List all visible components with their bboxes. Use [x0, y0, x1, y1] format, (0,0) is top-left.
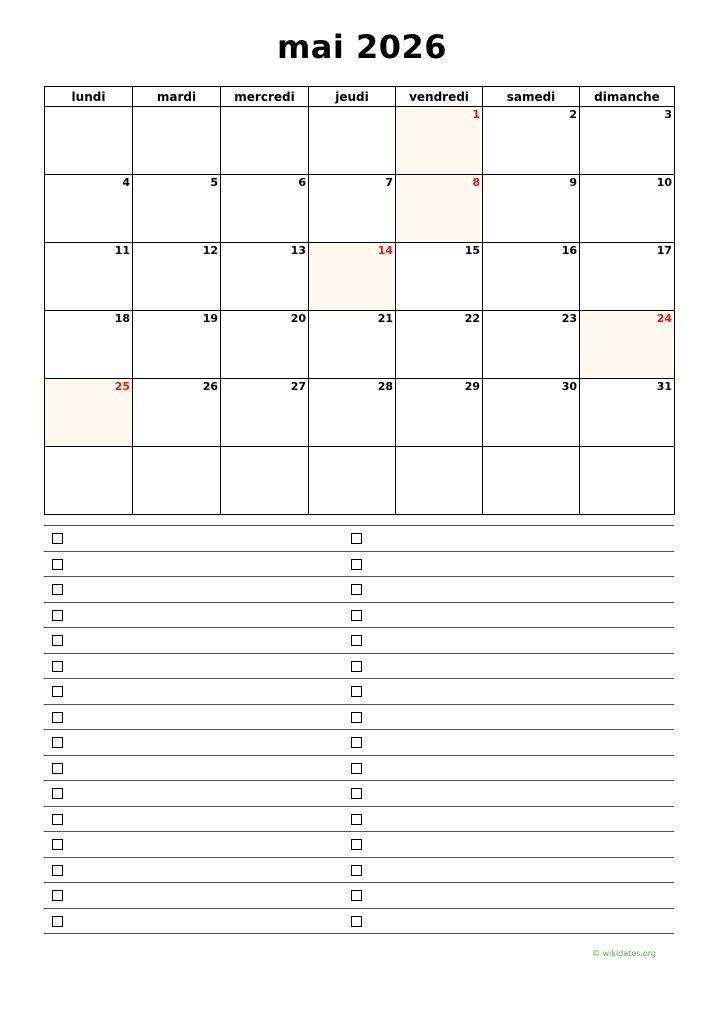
calendar-day-cell[interactable]	[133, 379, 221, 447]
checklist-row	[44, 628, 674, 654]
day-number: 30	[561, 380, 577, 393]
calendar-day-cell[interactable]	[221, 175, 309, 243]
checklist-row	[44, 756, 674, 782]
calendar-day-cell[interactable]	[396, 447, 483, 515]
checkbox-icon[interactable]	[52, 865, 63, 876]
calendar-day-cell[interactable]	[309, 311, 396, 379]
day-number: 16	[561, 244, 577, 257]
holiday-day-number: 1	[472, 108, 480, 121]
day-number	[133, 447, 220, 448]
calendar-day-cell[interactable]	[483, 379, 580, 447]
day-number: 21	[377, 312, 393, 325]
calendar-day-cell[interactable]	[580, 311, 675, 379]
calendar-week-row	[45, 447, 675, 515]
calendar-day-cell[interactable]	[133, 447, 221, 515]
day-number	[221, 107, 308, 108]
calendar-week-row	[45, 243, 675, 311]
calendar-day-cell[interactable]	[580, 447, 675, 515]
holiday-day-number: 14	[377, 244, 393, 257]
day-number	[309, 447, 395, 448]
checkbox-icon[interactable]	[52, 737, 63, 748]
checklist-row	[44, 909, 674, 935]
checklist-row	[44, 883, 674, 909]
weekday-header: dimanche	[580, 87, 675, 107]
calendar-day-cell[interactable]	[133, 107, 221, 175]
day-number: 20	[290, 312, 306, 325]
calendar-day-cell[interactable]	[45, 175, 133, 243]
day-number: 11	[114, 244, 130, 257]
checkbox-icon[interactable]	[351, 635, 362, 646]
checkbox-icon[interactable]	[351, 839, 362, 850]
day-number: 2	[569, 108, 577, 121]
calendar-day-cell[interactable]	[580, 379, 675, 447]
weekday-header: jeudi	[309, 87, 396, 107]
day-number: 31	[656, 380, 672, 393]
calendar-day-cell[interactable]	[580, 107, 675, 175]
weekday-header: mardi	[133, 87, 221, 107]
checkbox-icon[interactable]	[52, 661, 63, 672]
checkbox-icon[interactable]	[52, 610, 63, 621]
checkbox-icon[interactable]	[351, 890, 362, 901]
calendar-day-cell[interactable]	[483, 175, 580, 243]
calendar-day-cell[interactable]	[45, 379, 133, 447]
checklist-row	[44, 526, 674, 552]
checkbox-icon[interactable]	[52, 916, 63, 927]
holiday-day-number: 8	[472, 176, 480, 189]
checkbox-icon[interactable]	[351, 610, 362, 621]
day-number: 15	[464, 244, 480, 257]
checklist-row	[44, 730, 674, 756]
calendar-day-cell[interactable]	[133, 243, 221, 311]
calendar-week-row	[45, 379, 675, 447]
checkbox-icon[interactable]	[52, 584, 63, 595]
checkbox-icon[interactable]	[52, 686, 63, 697]
day-number: 10	[656, 176, 672, 189]
checkbox-icon[interactable]	[351, 814, 362, 825]
weekday-header-row	[45, 87, 675, 107]
calendar-day-cell[interactable]	[580, 175, 675, 243]
checkbox-icon[interactable]	[52, 763, 63, 774]
day-number: 26	[202, 380, 218, 393]
checkbox-icon[interactable]	[351, 865, 362, 876]
holiday-day-number: 24	[656, 312, 672, 325]
weekday-header: samedi	[483, 87, 580, 107]
calendar-day-cell[interactable]	[221, 379, 309, 447]
checkbox-icon[interactable]	[52, 559, 63, 570]
calendar-week-row	[45, 107, 675, 175]
day-number: 3	[664, 108, 672, 121]
day-number: 17	[656, 244, 672, 257]
day-number: 4	[122, 176, 130, 189]
calendar-day-cell[interactable]	[396, 243, 483, 311]
day-number: 6	[298, 176, 306, 189]
day-number	[580, 447, 674, 448]
calendar-day-cell[interactable]	[221, 107, 309, 175]
calendar-day-cell[interactable]	[45, 447, 133, 515]
weekday-header: mercredi	[221, 87, 309, 107]
checklist	[44, 525, 674, 934]
calendar-day-cell[interactable]	[221, 447, 309, 515]
day-number	[45, 107, 132, 108]
checklist-row	[44, 858, 674, 884]
calendar-day-cell[interactable]	[483, 243, 580, 311]
checkbox-icon[interactable]	[351, 533, 362, 544]
day-number: 12	[202, 244, 218, 257]
checklist-row	[44, 832, 674, 858]
calendar-day-cell[interactable]	[309, 379, 396, 447]
checkbox-icon[interactable]	[52, 635, 63, 646]
calendar-week-row	[45, 311, 675, 379]
checkbox-icon[interactable]	[351, 916, 362, 927]
day-number: 27	[290, 380, 306, 393]
day-number	[45, 447, 132, 448]
calendar-week-row	[45, 175, 675, 243]
day-number	[396, 447, 482, 448]
checklist-row	[44, 654, 674, 680]
calendar-grid	[44, 86, 675, 515]
day-number	[483, 447, 579, 448]
day-number: 7	[385, 176, 393, 189]
calendar-day-cell[interactable]	[396, 107, 483, 175]
page-title: mai 2026	[276, 28, 448, 66]
checkbox-icon[interactable]	[52, 814, 63, 825]
calendar-day-cell[interactable]	[309, 107, 396, 175]
calendar-day-cell[interactable]	[309, 243, 396, 311]
calendar-day-cell[interactable]	[133, 175, 221, 243]
checkbox-icon[interactable]	[52, 533, 63, 544]
checklist-row	[44, 705, 674, 731]
checkbox-icon[interactable]	[351, 559, 362, 570]
calendar-day-cell[interactable]	[309, 175, 396, 243]
calendar-day-cell[interactable]	[133, 311, 221, 379]
calendar-day-cell[interactable]	[396, 175, 483, 243]
checkbox-icon[interactable]	[52, 712, 63, 723]
calendar-day-cell[interactable]	[309, 447, 396, 515]
day-number: 29	[464, 380, 480, 393]
day-number: 9	[569, 176, 577, 189]
calendar-day-cell[interactable]	[396, 379, 483, 447]
day-number: 5	[210, 176, 218, 189]
checkbox-icon[interactable]	[351, 763, 362, 774]
checklist-row	[44, 577, 674, 603]
calendar-day-cell[interactable]	[45, 311, 133, 379]
calendar-day-cell[interactable]	[483, 311, 580, 379]
calendar-day-cell[interactable]	[45, 107, 133, 175]
checkbox-icon[interactable]	[351, 686, 362, 697]
checkbox-icon[interactable]	[52, 839, 63, 850]
checkbox-icon[interactable]	[52, 890, 63, 901]
calendar-day-cell[interactable]	[221, 311, 309, 379]
checkbox-icon[interactable]	[351, 788, 362, 799]
holiday-day-number: 25	[114, 380, 130, 393]
day-number	[133, 107, 220, 108]
calendar-day-cell[interactable]	[221, 243, 309, 311]
checkbox-icon[interactable]	[52, 788, 63, 799]
day-number: 22	[464, 312, 480, 325]
checkbox-icon[interactable]	[351, 661, 362, 672]
day-number: 23	[561, 312, 577, 325]
weekday-header: lundi	[45, 87, 133, 107]
checklist-row	[44, 807, 674, 833]
checkbox-icon[interactable]	[351, 584, 362, 595]
credit-text: © wikidates.org	[591, 949, 656, 958]
calendar-day-cell[interactable]	[483, 447, 580, 515]
checkbox-icon[interactable]	[351, 737, 362, 748]
day-number	[221, 447, 308, 448]
weekday-header: vendredi	[396, 87, 483, 107]
calendar-day-cell[interactable]	[396, 311, 483, 379]
calendar-day-cell[interactable]	[483, 107, 580, 175]
day-number: 13	[290, 244, 306, 257]
checkbox-icon[interactable]	[351, 712, 362, 723]
checklist-row	[44, 552, 674, 578]
calendar-day-cell[interactable]	[45, 243, 133, 311]
day-number	[309, 107, 395, 108]
day-number: 19	[202, 312, 218, 325]
checklist-row	[44, 781, 674, 807]
day-number: 18	[114, 312, 130, 325]
calendar-day-cell[interactable]	[580, 243, 675, 311]
day-number: 28	[377, 380, 393, 393]
checklist-row	[44, 603, 674, 629]
checklist-row	[44, 679, 674, 705]
